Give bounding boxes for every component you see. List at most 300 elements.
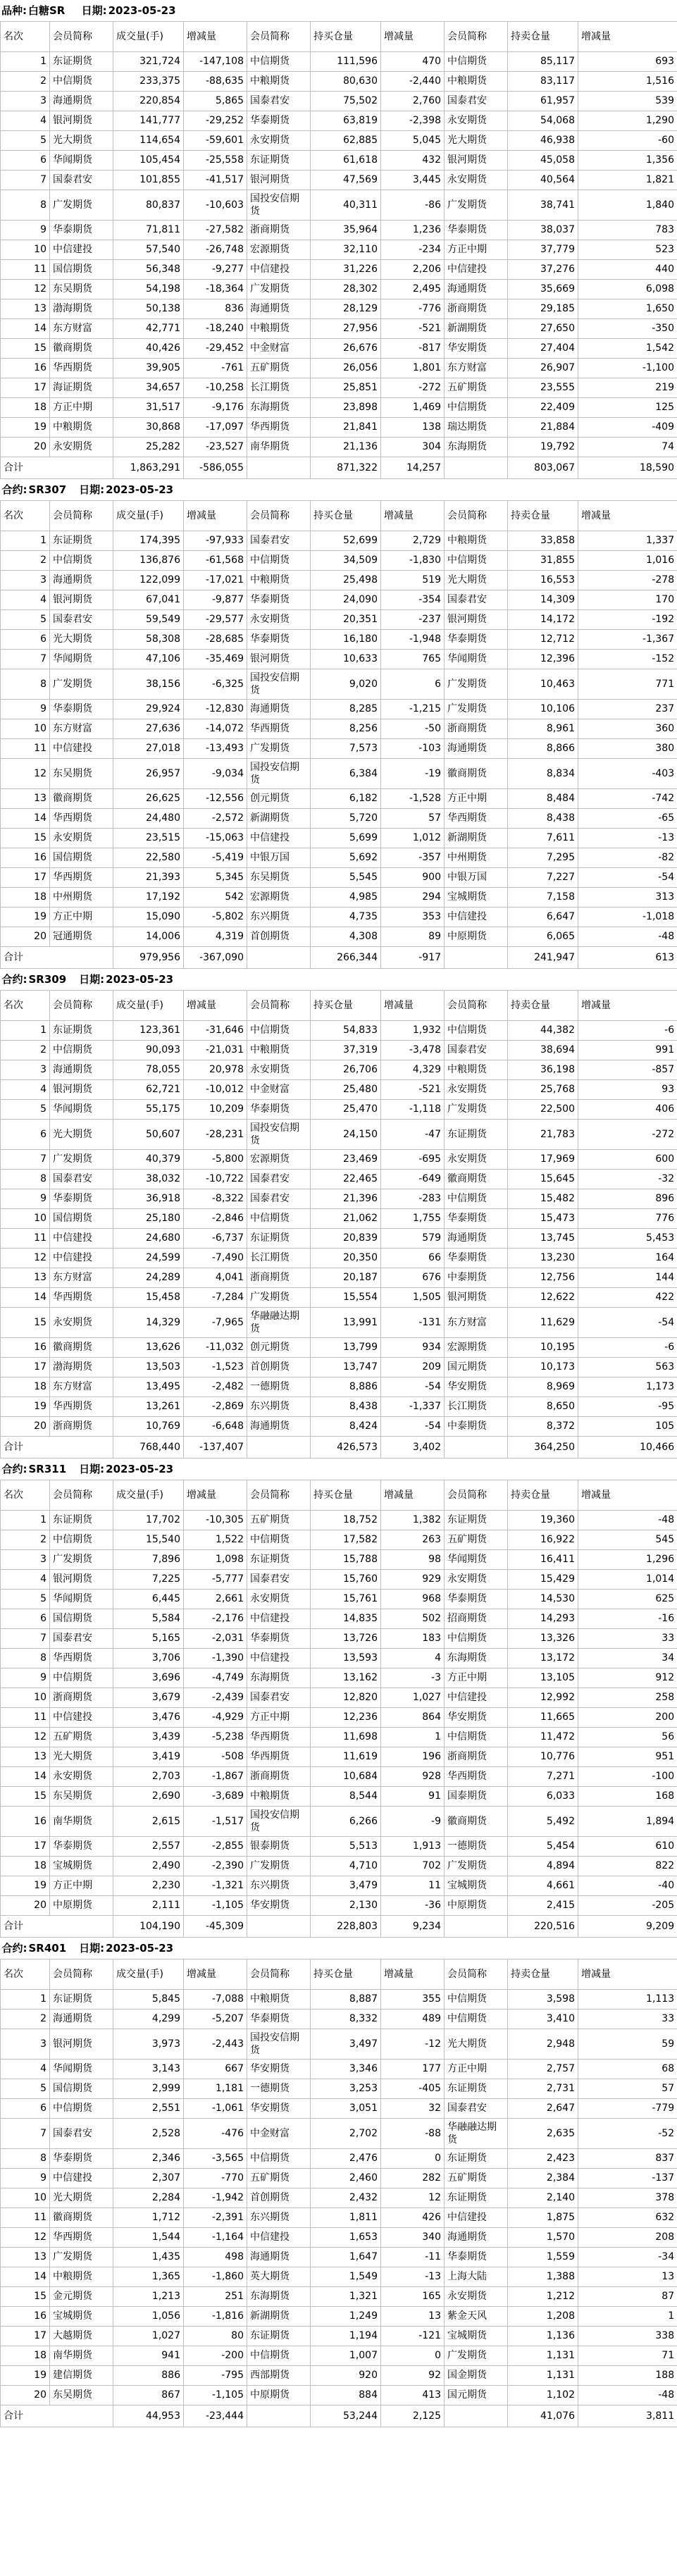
value-cell: 17,192	[113, 888, 184, 908]
value-cell: 24,289	[113, 1268, 184, 1288]
value-cell: 837	[578, 2149, 677, 2169]
value-cell: 15,473	[508, 1209, 578, 1229]
value-cell: 71,811	[113, 221, 184, 240]
value-cell: -100	[578, 1767, 677, 1787]
rank-cell: 11	[1, 1708, 50, 1728]
value-cell: -1,215	[381, 700, 445, 719]
table-row	[1, 1629, 677, 1649]
rank-cell: 1	[1, 52, 50, 72]
value-cell: 91	[381, 1787, 445, 1807]
member-cell: 徽商期货	[445, 1807, 508, 1837]
member-cell: 海证期货	[50, 378, 113, 398]
value-cell: -1,321	[184, 1876, 247, 1896]
member-cell: 中信建投	[50, 1249, 113, 1268]
value-cell: 29,924	[113, 700, 184, 719]
rank-cell: 3	[1, 1060, 50, 1080]
member-cell: 方正中期	[50, 398, 113, 418]
member-cell: 华西期货	[247, 719, 311, 739]
member-cell: 浙商期货	[445, 1747, 508, 1767]
member-cell: 东兴期货	[247, 2208, 311, 2228]
table-row	[1, 2188, 677, 2208]
value-cell: 941	[113, 2346, 184, 2366]
value-cell: 46,938	[508, 131, 578, 151]
contract-label: 合约:	[1, 973, 27, 986]
rank-cell: 17	[1, 868, 50, 888]
member-cell: 南华期货	[50, 2346, 113, 2366]
member-cell: 东海期货	[445, 438, 508, 457]
column-header: 持卖仓量	[508, 501, 578, 531]
value-cell: 32	[381, 2099, 445, 2119]
value-cell: -795	[184, 2366, 247, 2386]
column-header: 持买仓量	[311, 1959, 381, 1990]
value-cell: -1,061	[184, 2099, 247, 2119]
rank-cell: 2	[1, 72, 50, 92]
column-header: 持卖仓量	[508, 1480, 578, 1511]
value-cell: 4,041	[184, 1268, 247, 1288]
value-cell: 5,845	[113, 1990, 184, 2010]
value-cell: -776	[381, 299, 445, 319]
member-cell: 国泰君安	[50, 171, 113, 190]
date-label: 日期:	[81, 4, 107, 17]
value-cell: -36	[381, 1896, 445, 1916]
value-cell: 4,710	[311, 1857, 381, 1876]
totals-cell	[445, 457, 508, 479]
value-cell: 2,647	[508, 2099, 578, 2119]
value-cell: 1,650	[578, 299, 677, 319]
table-row	[1, 551, 677, 571]
table-row	[1, 72, 677, 92]
value-cell: 38,156	[113, 669, 184, 700]
member-cell: 银河期货	[50, 1080, 113, 1100]
column-header: 增减量	[381, 991, 445, 1021]
value-cell: 771	[578, 669, 677, 700]
member-cell: 银河期货	[50, 590, 113, 610]
table-row	[1, 1590, 677, 1609]
value-cell: 62,721	[113, 1080, 184, 1100]
value-cell: 12,712	[508, 630, 578, 650]
value-cell: -41,517	[184, 171, 247, 190]
value-cell: 25,470	[311, 1100, 381, 1120]
member-cell: 中信期货	[445, 1629, 508, 1649]
rank-cell: 20	[1, 1417, 50, 1437]
value-cell: 19,360	[508, 1511, 578, 1530]
value-cell: 22,465	[311, 1170, 381, 1189]
table-row	[1, 1688, 677, 1708]
value-cell: 6,384	[311, 759, 381, 789]
column-header: 增减量	[578, 1480, 677, 1511]
member-cell: 国信期货	[50, 260, 113, 280]
value-cell: -7,088	[184, 1990, 247, 2010]
value-cell: 105,454	[113, 151, 184, 171]
member-cell: 中粮期货	[445, 1060, 508, 1080]
value-cell: 2,757	[508, 2060, 578, 2079]
member-cell: 中信期货	[445, 1189, 508, 1209]
value-cell: -82	[578, 848, 677, 868]
member-cell: 徽商期货	[50, 2208, 113, 2228]
value-cell: 1,249	[311, 2307, 381, 2327]
member-cell: 海通期货	[50, 2010, 113, 2029]
totals-cell	[445, 1916, 508, 1938]
value-cell: 165	[381, 2287, 445, 2307]
value-cell: -742	[578, 789, 677, 809]
member-cell: 广发期货	[445, 669, 508, 700]
value-cell: 27,650	[508, 319, 578, 339]
member-cell: 东方财富	[50, 1268, 113, 1288]
table-row	[1, 1728, 677, 1747]
value-cell: 1,290	[578, 111, 677, 131]
value-cell: 1,801	[381, 359, 445, 378]
value-cell: 5,165	[113, 1629, 184, 1649]
member-cell: 国泰君安	[247, 1170, 311, 1189]
value-cell: 39,905	[113, 359, 184, 378]
table-row	[1, 1857, 677, 1876]
member-cell: 华闻期货	[50, 151, 113, 171]
value-cell: 1,027	[113, 2327, 184, 2346]
member-cell: 东证期货	[50, 531, 113, 551]
member-cell: 银河期货	[445, 1288, 508, 1308]
rank-cell: 3	[1, 2029, 50, 2060]
value-cell: 89	[381, 927, 445, 947]
value-cell: 1,875	[508, 2208, 578, 2228]
value-cell: 2,999	[113, 2079, 184, 2099]
value-cell: 12,396	[508, 650, 578, 669]
rank-cell: 6	[1, 1609, 50, 1629]
member-cell: 光大期货	[445, 571, 508, 590]
value-cell: 353	[381, 908, 445, 927]
value-cell: 8,438	[311, 1397, 381, 1417]
member-cell: 永安期货	[50, 438, 113, 457]
value-cell: 12,756	[508, 1268, 578, 1288]
value-cell: 1	[578, 2307, 677, 2327]
value-cell: 68	[578, 2060, 677, 2079]
value-cell: -86	[381, 190, 445, 221]
value-cell: 21,783	[508, 1120, 578, 1150]
value-cell: -26,748	[184, 240, 247, 260]
rank-cell: 11	[1, 260, 50, 280]
value-cell: 251	[184, 2287, 247, 2307]
rank-cell: 18	[1, 398, 50, 418]
member-cell: 中原期货	[247, 2386, 311, 2405]
value-cell: 1,840	[578, 190, 677, 221]
member-cell: 东兴期货	[247, 1876, 311, 1896]
member-cell: 国泰君安	[247, 1688, 311, 1708]
value-cell: 1,016	[578, 551, 677, 571]
rank-cell: 2	[1, 1041, 50, 1060]
member-cell: 银河期货	[445, 610, 508, 630]
rank-cell: 13	[1, 1747, 50, 1767]
value-cell: 406	[578, 1100, 677, 1120]
contract-title	[1, 1938, 677, 1959]
value-cell: 502	[381, 1609, 445, 1629]
table-row	[1, 2149, 677, 2169]
value-cell: 56,348	[113, 260, 184, 280]
value-cell: 11	[381, 1876, 445, 1896]
member-cell: 国投安信期货	[247, 190, 311, 221]
member-cell: 东证期货	[445, 2149, 508, 2169]
value-cell: -60	[578, 131, 677, 151]
member-cell: 浙商期货	[445, 299, 508, 319]
value-cell: -7,490	[184, 1249, 247, 1268]
member-cell: 中金财富	[247, 2119, 311, 2149]
value-cell: -47	[381, 1120, 445, 1150]
value-cell: 563	[578, 1358, 677, 1377]
member-cell: 中州期货	[445, 848, 508, 868]
totals-cell: -367,090	[184, 947, 247, 969]
member-cell: 永安期货	[445, 1570, 508, 1590]
value-cell: 92	[381, 2366, 445, 2386]
member-cell: 永安期货	[445, 111, 508, 131]
member-cell: 中信建投	[50, 1229, 113, 1249]
rank-cell: 4	[1, 111, 50, 131]
column-header: 名次	[1, 1959, 50, 1990]
column-header: 增减量	[381, 1959, 445, 1990]
member-cell: 首创期货	[247, 2188, 311, 2208]
rank-cell: 12	[1, 2228, 50, 2248]
value-cell: -1,867	[184, 1767, 247, 1787]
value-cell: 34	[578, 1649, 677, 1668]
member-cell: 中银万国	[445, 868, 508, 888]
member-cell: 永安期货	[247, 1590, 311, 1609]
value-cell: 28,302	[311, 280, 381, 299]
rank-cell: 14	[1, 1288, 50, 1308]
member-cell: 国金期货	[445, 2366, 508, 2386]
value-cell: 8,332	[311, 2010, 381, 2029]
value-cell: 33	[578, 2010, 677, 2029]
value-cell: -6,648	[184, 1417, 247, 1437]
member-cell: 华西期货	[50, 1649, 113, 1668]
table-row	[1, 1876, 677, 1896]
value-cell: 991	[578, 1041, 677, 1060]
rank-cell: 10	[1, 719, 50, 739]
table-row	[1, 719, 677, 739]
value-cell: 123,361	[113, 1021, 184, 1041]
rank-cell: 16	[1, 359, 50, 378]
value-cell: 14,329	[113, 1308, 184, 1338]
value-cell: 2,460	[311, 2169, 381, 2188]
member-cell: 国信期货	[50, 1209, 113, 1229]
member-cell: 华西期货	[247, 1728, 311, 1747]
member-cell: 华泰期货	[247, 2010, 311, 2029]
value-cell: 8,650	[508, 1397, 578, 1417]
table-row	[1, 610, 677, 630]
table-row	[1, 1990, 677, 2010]
value-cell: -508	[184, 1747, 247, 1767]
rank-cell: 8	[1, 669, 50, 700]
value-cell: -152	[578, 650, 677, 669]
value-cell: 6,182	[311, 789, 381, 809]
table-row	[1, 1041, 677, 1060]
member-cell: 华闻期货	[50, 1100, 113, 1120]
value-cell: -4,749	[184, 1668, 247, 1688]
member-cell: 中信期货	[50, 1668, 113, 1688]
column-header: 成交量(手)	[113, 991, 184, 1021]
member-cell: 华泰期货	[445, 630, 508, 650]
value-cell: 776	[578, 1209, 677, 1229]
value-cell: -131	[381, 1308, 445, 1338]
member-cell: 一德期货	[247, 1377, 311, 1397]
value-cell: 10,106	[508, 700, 578, 719]
column-header: 持卖仓量	[508, 991, 578, 1021]
member-cell: 新湖期货	[445, 319, 508, 339]
value-cell: 37,276	[508, 260, 578, 280]
rank-cell: 7	[1, 2119, 50, 2149]
totals-cell: 613	[578, 947, 677, 969]
rank-cell: 14	[1, 809, 50, 829]
member-cell: 方正中期	[50, 1876, 113, 1896]
totals-cell	[247, 1437, 311, 1459]
value-cell: 2,495	[381, 280, 445, 299]
value-cell: 6	[381, 669, 445, 700]
value-cell: 2,702	[311, 2119, 381, 2149]
rank-cell: 5	[1, 1100, 50, 1120]
member-cell: 光大期货	[50, 630, 113, 650]
value-cell: 32,110	[311, 240, 381, 260]
member-cell: 中信建投	[50, 2169, 113, 2188]
table-row	[1, 1209, 677, 1229]
value-cell: -21,031	[184, 1041, 247, 1060]
value-cell: 2,423	[508, 2149, 578, 2169]
value-cell: 15,429	[508, 1570, 578, 1590]
value-cell: 170	[578, 590, 677, 610]
table-row	[1, 299, 677, 319]
member-cell: 永安期货	[50, 1308, 113, 1338]
value-cell: -48	[578, 927, 677, 947]
member-cell: 光大期货	[50, 1120, 113, 1150]
member-cell: 上海大陆	[445, 2267, 508, 2287]
value-cell: 1,388	[508, 2267, 578, 2287]
member-cell: 海通期货	[445, 280, 508, 299]
column-header: 名次	[1, 22, 50, 52]
value-cell: 38,032	[113, 1170, 184, 1189]
date-label: 日期:	[79, 1463, 105, 1475]
member-cell: 国泰君安	[445, 92, 508, 111]
value-cell: 4,308	[311, 927, 381, 947]
value-cell: -121	[381, 2327, 445, 2346]
value-cell: 36,198	[508, 1060, 578, 1080]
member-cell: 国信期货	[50, 1609, 113, 1629]
column-header: 会员简称	[247, 991, 311, 1021]
value-cell: 13,230	[508, 1249, 578, 1268]
value-cell: 355	[381, 1990, 445, 2010]
column-header: 成交量(手)	[113, 501, 184, 531]
column-header: 会员简称	[247, 1480, 311, 1511]
value-cell: -2,869	[184, 1397, 247, 1417]
value-cell: 15,554	[311, 1288, 381, 1308]
member-cell: 国投安信期货	[247, 2029, 311, 2060]
member-cell: 国泰君安	[247, 1570, 311, 1590]
value-cell: 40,564	[508, 171, 578, 190]
table-row	[1, 1358, 677, 1377]
rank-cell: 16	[1, 1338, 50, 1358]
value-cell: 23,555	[508, 378, 578, 398]
value-cell: -2,439	[184, 1688, 247, 1708]
member-cell: 方正中期	[247, 1708, 311, 1728]
value-cell: 237	[578, 700, 677, 719]
value-cell: 912	[578, 1668, 677, 1688]
member-cell: 银泰期货	[247, 1837, 311, 1857]
value-cell: 23,515	[113, 829, 184, 848]
table-row	[1, 630, 677, 650]
member-cell: 新湖期货	[445, 829, 508, 848]
rank-cell: 8	[1, 1170, 50, 1189]
value-cell: -35,469	[184, 650, 247, 669]
value-cell: 8,424	[311, 1417, 381, 1437]
value-cell: 13	[578, 2267, 677, 2287]
value-cell: 38,741	[508, 190, 578, 221]
contract-table	[0, 21, 677, 479]
table-row	[1, 438, 677, 457]
report-header	[0, 0, 677, 21]
value-cell: 1,012	[381, 829, 445, 848]
value-cell: 63,819	[311, 111, 381, 131]
member-cell: 广发期货	[50, 1550, 113, 1570]
table-row	[1, 2346, 677, 2366]
table-row	[1, 1308, 677, 1338]
value-cell: 7,271	[508, 1767, 578, 1787]
value-cell: 15,540	[113, 1530, 184, 1550]
value-cell: 13,162	[311, 1668, 381, 1688]
value-cell: 24,150	[311, 1120, 381, 1150]
value-cell: 886	[113, 2366, 184, 2386]
member-cell: 中银万国	[247, 848, 311, 868]
rank-cell: 1	[1, 1990, 50, 2010]
value-cell: 80,630	[311, 72, 381, 92]
member-cell: 一德期货	[445, 1837, 508, 1857]
column-header: 名次	[1, 1480, 50, 1511]
member-cell: 东吴期货	[50, 2386, 113, 2405]
value-cell: 519	[381, 571, 445, 590]
value-cell: 26,056	[311, 359, 381, 378]
value-cell: 22,409	[508, 398, 578, 418]
rank-cell: 17	[1, 1837, 50, 1857]
value-cell: -9,277	[184, 260, 247, 280]
value-cell: 928	[381, 1767, 445, 1787]
member-cell: 国泰君安	[247, 531, 311, 551]
value-cell: 2,557	[113, 1837, 184, 1857]
totals-cell	[247, 2405, 311, 2427]
member-cell: 中信期货	[445, 1728, 508, 1747]
table-row	[1, 650, 677, 669]
value-cell: 4,319	[184, 927, 247, 947]
member-cell: 中信期货	[445, 2010, 508, 2029]
table-row	[1, 739, 677, 759]
totals-cell: 1,863,291	[113, 457, 184, 479]
member-cell: 中信期货	[445, 551, 508, 571]
value-cell: -1,517	[184, 1807, 247, 1837]
rank-cell: 10	[1, 1688, 50, 1708]
value-cell: 24,599	[113, 1249, 184, 1268]
table-row	[1, 1080, 677, 1100]
member-cell: 广发期货	[445, 190, 508, 221]
table-row	[1, 1511, 677, 1530]
member-cell: 东证期货	[247, 1550, 311, 1570]
value-cell: -476	[184, 2119, 247, 2149]
table-row	[1, 2119, 677, 2149]
rank-cell: 19	[1, 2366, 50, 2386]
value-cell: 27,956	[311, 319, 381, 339]
rank-cell: 10	[1, 2188, 50, 2208]
rank-cell: 13	[1, 2248, 50, 2267]
product-name: 白糖SR	[28, 4, 66, 17]
value-cell: 27,636	[113, 719, 184, 739]
totals-cell	[445, 1437, 508, 1459]
value-cell: 929	[381, 1570, 445, 1590]
value-cell: -234	[381, 240, 445, 260]
date-label: 日期:	[79, 1942, 105, 1955]
rank-cell: 14	[1, 319, 50, 339]
member-cell: 东方财富	[445, 359, 508, 378]
member-cell: 渤海期货	[50, 1358, 113, 1377]
